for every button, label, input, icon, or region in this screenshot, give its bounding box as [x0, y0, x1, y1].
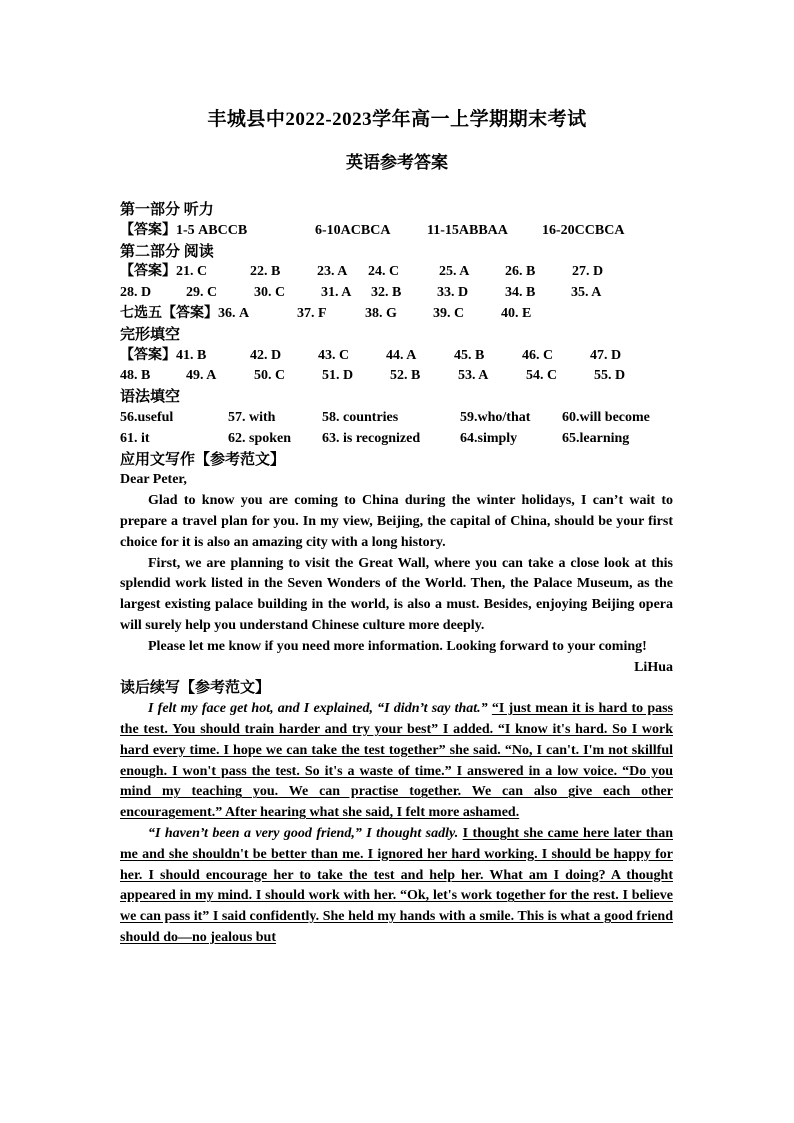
continuation-paragraph-2	[120, 824, 673, 949]
paragraph-body: I thought she came here later than me and she shouldn't be better than me. I ignored her hard working. I should be happy for her. I should encourage her to take the test and help her. What am I doing? A thought appeared in my mind. I should work with her. “Ok, let's work together for the rest. I believe we can pass it” I said confidently. She held my hands with a smile. This is what a good friend should do—no jealous but	[120, 825, 674, 945]
answer-item: 62. spoken	[228, 430, 292, 446]
answer-item: 51. D	[322, 368, 354, 384]
answer-item: 25. A	[439, 264, 470, 280]
answer-item: 34. B	[505, 285, 536, 301]
answer-item: 37. F	[297, 305, 327, 321]
answer-item: 60.will become	[562, 409, 650, 425]
answer-item: 65.learning	[562, 430, 630, 446]
paragraph-lead-sentence: I felt my face get hot, and I explained, “I didn’t say that.”	[148, 701, 488, 717]
answer-item: 55. D	[594, 368, 626, 384]
answer-item: 57. with	[228, 409, 276, 425]
answer-group: 【答案】1-5 ABCCB	[120, 222, 248, 238]
letter-greeting: Dear Peter,	[120, 472, 187, 488]
answer-item: 63. is recognized	[322, 430, 421, 446]
answer-item: 52. B	[390, 368, 421, 384]
answer-item: 39. C	[433, 305, 465, 321]
paragraph-lead-sentence: “I haven’t been a very good friend,” I thought sadly.	[148, 825, 459, 841]
section-heading-grammar: 语法填空	[120, 389, 181, 406]
answer-item: 43. C	[318, 347, 350, 363]
answer-item: 64.simply	[460, 430, 518, 446]
page-subtitle: 英语参考答案	[346, 153, 448, 172]
cloze-answers-row-1	[120, 346, 673, 367]
answer-item: 46. C	[522, 347, 554, 363]
seven-choose-five-answers	[120, 304, 673, 325]
answer-item: 24. C	[368, 264, 400, 280]
answer-item: 42. D	[250, 347, 282, 363]
section-heading-writing: 应用文写作【参考范文】	[120, 451, 286, 468]
grammar-answers-row-1	[120, 408, 673, 429]
answer-item: 47. D	[590, 347, 622, 363]
answer-item: 【答案】21. C	[120, 264, 208, 280]
reading-answers-row-2	[120, 283, 673, 304]
answer-item: 38. G	[365, 305, 397, 321]
section-heading-listening: 第一部分 听力	[120, 202, 214, 218]
answer-item: 56.useful	[120, 409, 174, 425]
answer-item: 33. D	[437, 285, 469, 301]
answer-item: 【答案】41. B	[120, 347, 207, 363]
answer-item: 45. B	[454, 347, 485, 363]
letter-paragraph-1: Glad to know you are coming to China during the winter holidays, I can’t wait to prepare a travel plan for you. In my view, Beijing, the capital of China, should be your first choice for it is also an amazing city with a long history.	[120, 493, 673, 550]
continuation-paragraph-1	[120, 699, 673, 824]
answer-group: 11-15ABBAA	[427, 222, 508, 238]
answer-item: 50. C	[254, 368, 286, 384]
answer-item: 35. A	[571, 285, 602, 301]
answer-content	[120, 200, 673, 949]
answer-item: 58. countries	[322, 409, 399, 425]
answer-item: 七选五【答案】36. A	[120, 305, 250, 321]
answer-item: 26. B	[505, 264, 536, 280]
answer-item: 23. A	[317, 264, 348, 280]
answer-group: 6-10ACBCA	[315, 222, 391, 238]
grammar-answers-row-2	[120, 429, 673, 450]
page-title: 丰城县中2022-2023学年高一上学期期末考试	[207, 109, 587, 130]
answer-item: 48. B	[120, 368, 151, 384]
answer-item: 54. C	[526, 368, 558, 384]
answer-item: 27. D	[572, 264, 604, 280]
letter-signature: LiHua	[634, 659, 673, 675]
answer-item: 53. A	[458, 368, 489, 384]
answer-item: 44. A	[386, 347, 417, 363]
section-heading-cloze: 完形填空	[120, 326, 181, 343]
answer-item: 59.who/that	[460, 409, 531, 425]
answer-group: 16-20CCBCA	[542, 222, 625, 238]
section-heading-reading: 第二部分 阅读	[120, 243, 214, 260]
section-heading-continuation: 读后续写【参考范文】	[120, 680, 271, 697]
reading-answers-row-1	[120, 262, 673, 283]
answer-item: 30. C	[254, 285, 286, 301]
answer-item: 49. A	[186, 368, 217, 384]
paragraph-body: “I just mean it is hard to pass the test. You should train harder and try your best” I added. “I know it's hard. So I work hard every time. I hope we can take the test together” she said. “No, I can't. I'm not skillful enough. I won't pass the test. So it's a waste of time.” I answered in a low voice. “Do you mind my teaching you. We can practise together. We can also give each other encouragement.” After hearing what she said, I felt more ashamed.	[120, 701, 674, 821]
answer-item: 28. D	[120, 285, 152, 301]
answer-item: 29. C	[186, 285, 218, 301]
answer-item: 40. E	[501, 305, 532, 321]
letter-paragraph-3: Please let me know if you need more information. Looking forward to your coming!	[148, 638, 647, 654]
answer-item: 32. B	[371, 285, 402, 301]
answer-item: 22. B	[250, 264, 281, 280]
answer-item: 61. it	[120, 430, 150, 446]
listening-answers	[120, 221, 673, 242]
letter-paragraph-2: First, we are planning to visit the Great Wall, where you can take a close look at this splendid work listed in the Seven Wonders of the World. Then, the Palace Museum, as the largest existing palace building in the world, is also a must. Besides, enjoying Beijing opera will surely help you understand Chinese culture more deeply.	[120, 555, 673, 633]
cloze-answers-row-2	[120, 366, 673, 387]
answer-item: 31. A	[321, 285, 352, 301]
